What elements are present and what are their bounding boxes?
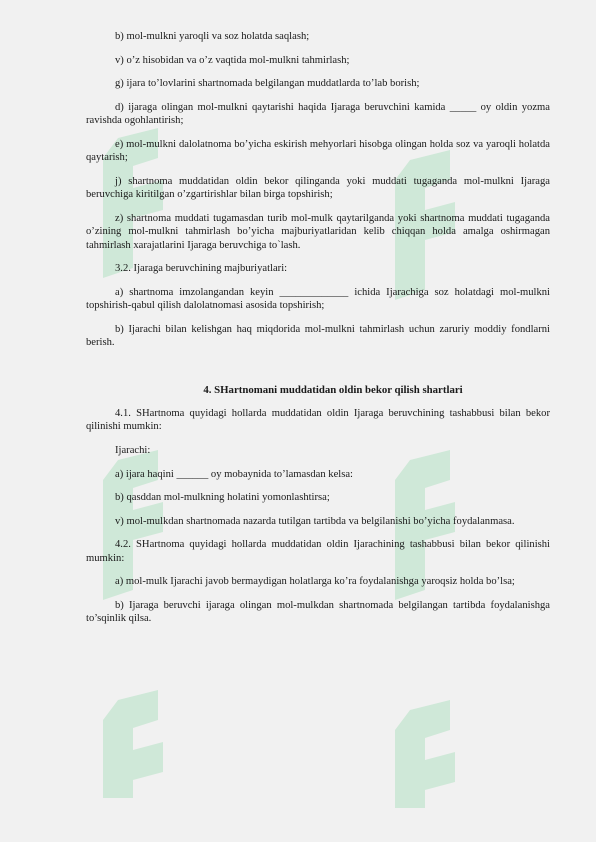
watermark-logo <box>370 690 510 810</box>
paragraph: b) Ijarachi bilan kelishgan haq miqdorida mol-mulkni tahmirlash uchun zaruriy moddiy fondlarni berish. <box>86 323 550 349</box>
paragraph: v) o’z hisobidan va o’z vaqtida mol-mulkni tahmirlash; <box>115 54 350 66</box>
document-body <box>86 30 550 636</box>
paragraph: b) mol-mulkni yaroqli va soz holatda saqlash; <box>115 31 310 42</box>
paragraph: g) ijara to’lovlarini shartnomada belgilangan muddatlarda to’lab borish; <box>115 78 420 90</box>
section-title: 4. SHartnomani muddatidan oldin bekor qilish shartlari <box>203 383 463 396</box>
paragraph: a) shartnoma imzolangandan keyin _____________ ichida Ijarachiga soz holatdagi mol-mulkni topshirish-qabul qilish dalolatnomasi asosida topshirish; <box>86 286 550 312</box>
paragraph: 4.1. SHartnoma quyidagi hollarda muddatidan oldin Ijaraga beruvchining tashabbusi bilan bekor qilinishi mumkin: <box>86 408 550 433</box>
paragraph: b) qasddan mol-mulkning holatini yomonlashtirsa; <box>115 492 330 504</box>
watermark-logo <box>78 680 218 800</box>
paragraph: Ijarachi: <box>115 445 151 456</box>
paragraph: 3.2. Ijaraga beruvchining majburiyatlari: <box>115 263 288 275</box>
paragraph: e) mol-mulkni dalolatnoma bo’yicha eskirish mehyorlari hisobga olingan holda soz va yaroqli holatda qaytarish; <box>86 138 550 164</box>
paragraph: z) shartnoma muddati tugamasdan turib mol-mulk qaytarilganda yoki shartnoma muddati tugaganda o’zining mol-mulkni tahmirlash bo’yicha majburiyatlaridan kelib chiqqan holda amalga oshirmagan tahmirlash xarajatlarini Ijaraga beruvchiga to`lash. <box>86 212 550 251</box>
paragraph: v) mol-mulkdan shartnomada nazarda tutilgan tartibda va belgilanishi bo’yicha foydalanmasa. <box>115 515 515 527</box>
paragraph: d) ijaraga olingan mol-mulkni qaytarishi haqida Ijaraga beruvchini kamida _____ oy oldin yozma ravishda ogohlantirish; <box>86 101 550 127</box>
paragraph: a) ijara haqini ______ oy mobaynida to’lamasdan kelsa: <box>115 468 353 480</box>
paragraph: 4.2. SHartnoma quyidagi hollarda muddatidan oldin Ijarachining tashabbusi bilan bekor qilinishi mumkin: <box>86 539 550 564</box>
paragraph: a) mol-mulk Ijarachi javob bermaydigan holatlarga ko’ra foydalanishga yaroqsiz holda bo’lsa; <box>115 576 515 588</box>
paragraph: b) Ijaraga beruvchi ijaraga olingan mol-mulkdan shartnomada belgilangan tartibda foydalanishga to’sqinlik qilsa. <box>86 599 550 625</box>
paragraph: j) shartnoma muddatidan oldin bekor qilinganda yoki muddati tugaganda mol-mulkni Ijaraga beruvchiga kiritilgan o’zgartirishlar bilan birga topshirish; <box>86 175 550 201</box>
